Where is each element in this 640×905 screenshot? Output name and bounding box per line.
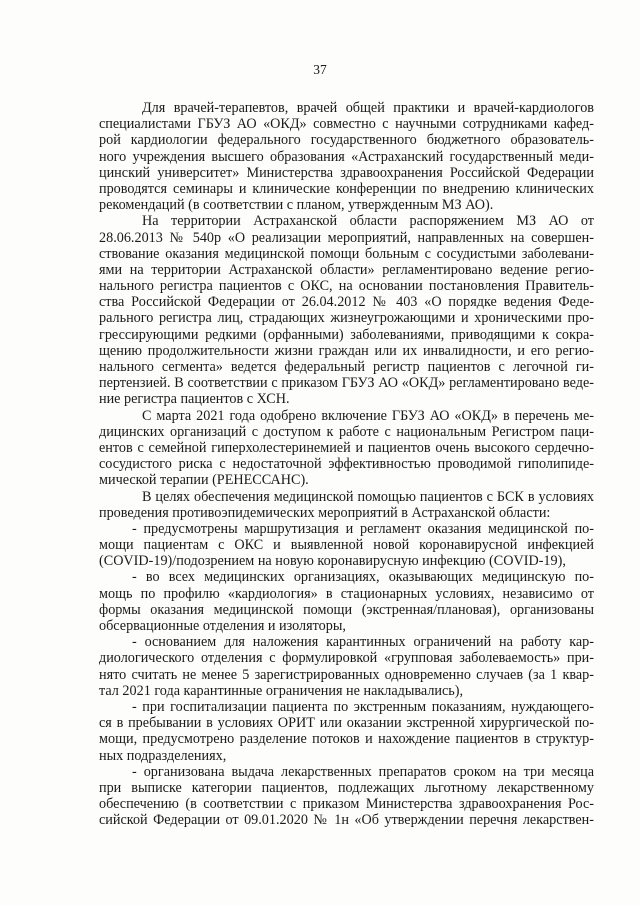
text-line: мической терапии (РЕНЕССАНС). (99, 472, 309, 489)
text-line: С марта 2021 года одобрено включение ГБУЗ АО «ОКД» в перечень ме- (142, 407, 594, 424)
text-line: На территории Астраханской области распоряжением МЗ АО от (142, 213, 594, 230)
text-line: 28.06.2013 № 540р «О реализации мероприятий, направленных на совершен- (99, 229, 594, 246)
text-line: цинский университет» Министерства здравоохранения Российской Федерации (99, 164, 594, 181)
text-line: формы оказания медицинской помощи (экстренная/плановая), организованы (99, 601, 594, 618)
text-line: обсервационные отделения и изоляторы, (99, 618, 346, 634)
text-line: - при госпитализации пациента по экстренным показаниям, нуждающего- (132, 698, 594, 715)
text-line: ями на территории Астраханской области» регламентировано ведение регио- (99, 261, 594, 278)
text-line: ного учреждения высшего образования «Астраханский государственный меди- (99, 148, 594, 165)
text-line: специалистами ГБУЗ АО «ОКД» совместно с научными сотрудниками кафед- (99, 116, 594, 133)
text-line: тал 2021 года карантинные ограничения не накладывались), (99, 682, 464, 699)
text-line: рального регистра лиц, страдающих жизнеугрожающими и хроническими про- (99, 310, 594, 327)
text-line: при выписке категории пациентов, подлежащих льготному лекарственному (99, 779, 594, 796)
text-line: мощи пациентам с ОКС и выявленной новой коронавирусной инфекцией (99, 537, 594, 554)
text-line: ствование оказания медицинской помощи больным с сосудистыми заболевани- (99, 245, 594, 262)
text-line: - во всех медицинских организациях, оказывающих медицинскую по- (132, 569, 594, 586)
text-line: мощи, предусмотрено разделение потоков и нахождение пациентов в структур- (99, 731, 594, 748)
text-line: сосудистого риска с недостаточной эффективностью проводимой гиполипиде- (99, 456, 594, 473)
text-line: ние регистра пациентов с ХСН. (99, 391, 290, 408)
text-line: ных подразделениях, (99, 747, 227, 764)
text-line: рекомендаций (в соответствии с планом, утвержденным МЗ АО). (99, 197, 494, 214)
text-line: диологического отделения с формулировкой «групповая заболеваемость» при- (99, 650, 594, 667)
text-line: Для врачей-терапевтов, врачей общей практики и врачей-кардиологов (142, 100, 594, 116)
text-body (99, 100, 594, 828)
page-number: 37 (313, 62, 327, 77)
text-line: проведения противоэпидемических мероприятий в Астраханской области: (99, 504, 551, 521)
text-line: ства Российской Федерации от 26.04.2012 № 403 «О порядке ведения Феде- (99, 294, 594, 311)
text-line: мощь по профилю «кардиология» в стационарных условиях, независимо от (99, 585, 594, 602)
text-line: грессирующими редкими (орфанными) заболеваниями, приводящими к сокра- (99, 326, 594, 343)
text-line: нято считать не менее 5 зарегистрированных одновременно случаев (за 1 квар- (99, 666, 594, 683)
text-line: рой кардиологии федерального государственного бюджетного образователь- (99, 132, 594, 149)
text-line: щению продолжительности жизни граждан или их инвалидности, и его регио- (99, 342, 594, 359)
text-line: - организована выдача лекарственных препаратов сроком на три месяца (132, 763, 594, 780)
text-line: (COVID-19)/подозрением на новую коронавирусную инфекцию (COVID-19), (99, 553, 566, 570)
text-line: - основанием для наложения карантинных ограничений на работу кар- (132, 634, 594, 651)
text-line: нального сегмента» ведется федеральный регистр пациентов с легочной ги- (99, 359, 594, 375)
text-line: нального регистра пациентов с ОКС, на основании постановления Правитель- (99, 278, 594, 295)
text-line: ентов с семейной гиперхолестеринемией и пациентов очень высокого сердечно- (99, 439, 594, 456)
text-line: дицинских организаций с доступом к работе с национальным Регистром паци- (99, 423, 594, 440)
text-line: В целях обеспечения медицинской помощью пациентов с БСК в условиях (142, 488, 594, 505)
text-line: обеспечению (в соответствии с приказом Министерства здравоохранения Рос- (99, 796, 594, 813)
text-line: ся в пребывании в условиях ОРИТ или оказании экстренной хирургической по- (99, 715, 594, 732)
text-line: проводятся семинары и клинические конференции по внедрению клинических (99, 180, 594, 197)
text-line: сийской Федерации от 09.01.2020 № 1н «Об утверждении перечня лекарствен- (99, 812, 594, 829)
text-line: пертензией. В соответствии с приказом ГБУЗ АО «ОКД» регламентировано веде- (99, 375, 594, 392)
text-line: - предусмотрены маршрутизация и регламент оказания медицинской по- (132, 520, 594, 537)
